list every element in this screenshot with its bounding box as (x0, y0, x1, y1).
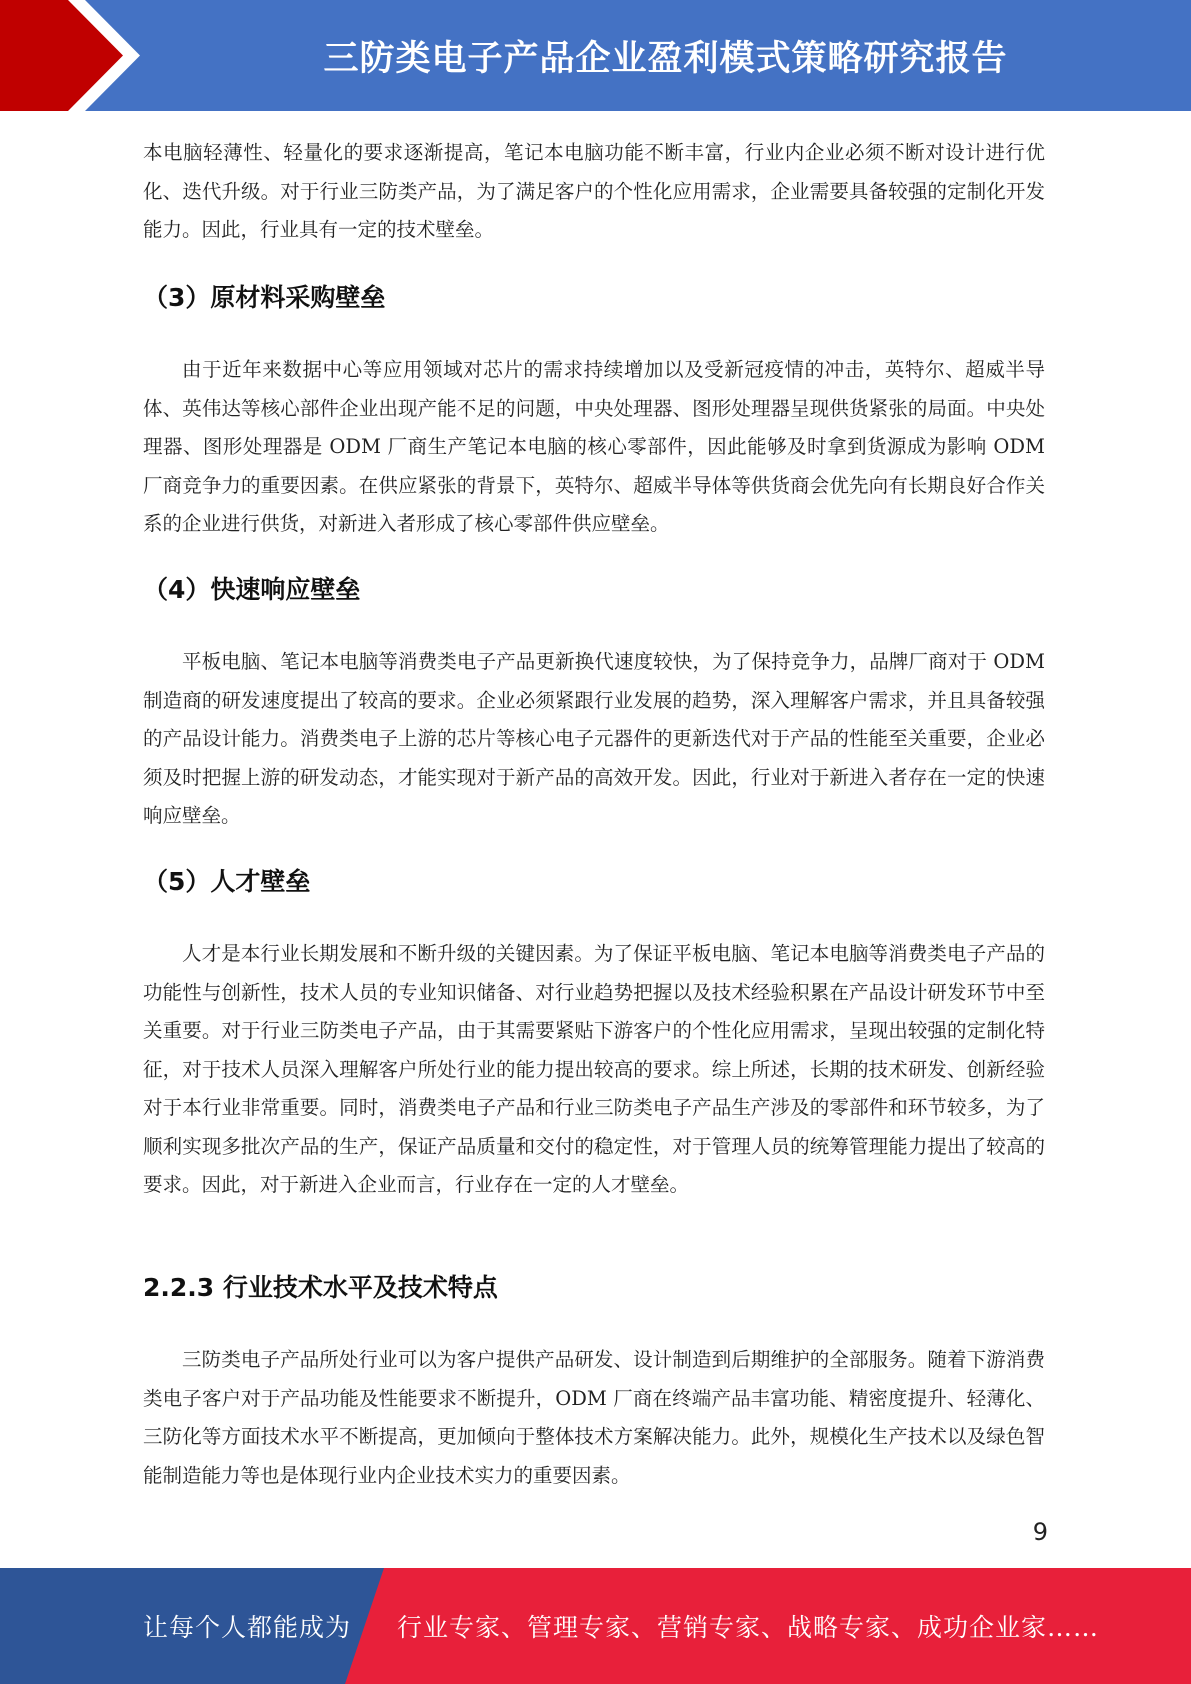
subsection-heading: 2.2.3 行业技术水平及技术特点 (143, 1273, 498, 1302)
intro-paragraph: 本电脑轻薄性、轻量化的要求逐渐提高，笔记本电脑功能不断丰富，行业内企业必须不断对设计进行优化、迭代升级。对于行业三防类产品，为了满足客户的个性化应用需求，企业需要具备较强的定制化开发能力。因此，行业具有一定的技术壁垒。 (143, 141, 1045, 241)
footer-slogan-right: 行业专家、管理专家、营销专家、战略专家、成功企业家…… (397, 1613, 1100, 1642)
chevron-arrow-icon (0, 0, 160, 111)
section-paragraph: 三防类电子产品所处行业可以为客户提供产品研发、设计制造到后期维护的全部服务。随着下游消费类电子客户对于产品功能及性能要求不断提升，ODM 厂商在终端产品丰富功能、精密度提升、轻薄化、三防化等方面技术水平不断提高，更加倾向于整体技术方案解决能力。此外，规模化生产技术以及绿色智能制造能力等也是体现行业内企业技术实力的重要因素。 (143, 1348, 1045, 1487)
section-paragraph: 平板电脑、笔记本电脑等消费类电子产品更新换代速度较快，为了保持竞争力，品牌厂商对于 ODM 制造商的研发速度提出了较高的要求。企业必须紧跟行业发展的趋势，深入理解客户需求，并且具备较强的产品设计能力。消费类电子上游的芯片等核心电子元器件的更新迭代对于产品的性能至关重要，企业必须及时把握上游的研发动态，才能实现对于新产品的高效开发。因此，行业对于新进入者存在一定的快速响应壁垒。 (143, 650, 1045, 827)
footer-banner (0, 1568, 1191, 1684)
section-paragraph: 人才是本行业长期发展和不断升级的关键因素。为了保证平板电脑、笔记本电脑等消费类电子产品的功能性与创新性，技术人员的专业知识储备、对行业趋势把握以及技术经验积累在产品设计研发环节中至关重要。对于行业三防类电子产品，由于其需要紧贴下游客户的个性化应用需求，呈现出较强的定制化特征，对于技术人员深入理解客户所处行业的能力提出较高的要求。综上所述，长期的技术研发、创新经验对于本行业非常重要。同时，消费类电子产品和行业三防类电子产品生产涉及的零部件和环节较多，为了顺利实现多批次产品的生产，保证产品质量和交付的稳定性，对于管理人员的统筹管理能力提出了较高的要求。因此，对于新进入企业而言，行业存在一定的人才壁垒。 (143, 942, 1045, 1196)
page-number: 9 (1032, 1518, 1048, 1546)
section-heading: （3）原材料采购壁垒 (143, 283, 386, 312)
report-title: 三防类电子产品企业盈利模式策略研究报告 (323, 38, 1008, 79)
section-heading: （5）人才壁垒 (143, 867, 311, 896)
section-heading: （4）快速响应壁垒 (143, 575, 361, 604)
footer-slogan-left: 让每个人都能成为 (143, 1613, 352, 1642)
header-banner (0, 0, 1191, 111)
section-paragraph: 由于近年来数据中心等应用领域对芯片的需求持续增加以及受新冠疫情的冲击，英特尔、超威半导体、英伟达等核心部件企业出现产能不足的问题，中央处理器、图形处理器呈现供货紧张的局面。中央处理器、图形处理器是 ODM 厂商生产笔记本电脑的核心零部件，因此能够及时拿到货源成为影响 ODM 厂商竞争力的重要因素。在供应紧张的背景下，英特尔、超威半导体等供货商会优先向有长期良好合作关系的企业进行供货，对新进入者形成了核心零部件供应壁垒。 (143, 358, 1045, 535)
